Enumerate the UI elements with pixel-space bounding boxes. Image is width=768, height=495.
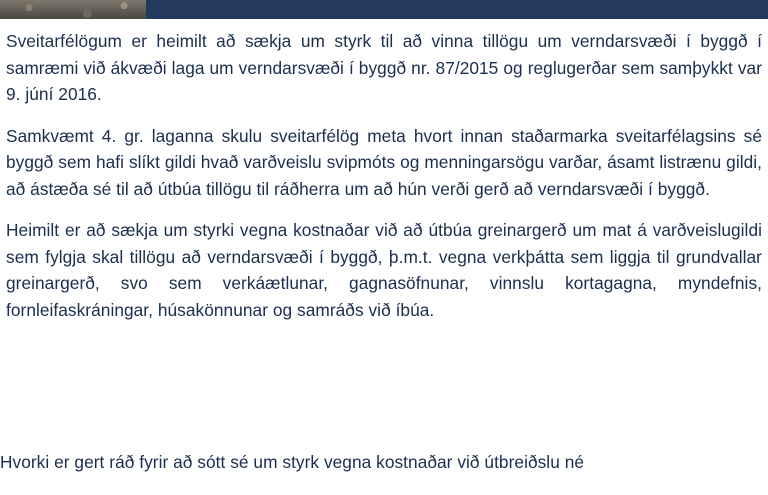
document-body: [6, 28, 762, 338]
paragraph-4-partial: Hvorki er gert ráð fyrir að sótt sé um styrk vegna kostnaðar við útbreiðslu né: [0, 452, 585, 472]
paragraph-3: Heimilt er að sækja um styrki vegna kostnaðar við að útbúa greinargerð um mat á varðveislugildi sem fylgja skal tillögu að verndarsvæði í byggð, þ.m.t. vegna verkþátta sem liggja til grundvallar greinargerð, svo sem verkáætlunar, gagnasöfnunar, vinnslu kortagagna, myndefnis, fornleifaskráningar, húsakönnunar og samráðs við íbúa.: [6, 220, 762, 320]
paragraph-2: Samkvæmt 4. gr. laganna skulu sveitarfélög meta hvort innan staðarmarka sveitarfélagsins sé byggð sem hafi slíkt gildi hvað varðveislu svipmóts og menningarsögu varðar, ásamt listrænu gildi, að ástæða sé til að útbúa tillögu til ráðherra um að hún verði gerð að verndarsvæði í byggð.: [6, 125, 762, 199]
paragraph-1: Sveitarfélögum er heimilt að sækja um styrk til að vinna tillögu um verndarsvæði í byggð í samræmi við ákvæði laga um verndarsvæði í byggð nr. 87/2015 og reglugerðar sem samþykkt var 9. júní 2016.: [6, 31, 762, 104]
header-photo: [0, 0, 146, 19]
header-strip: [0, 0, 768, 19]
header-banner: [146, 0, 768, 19]
